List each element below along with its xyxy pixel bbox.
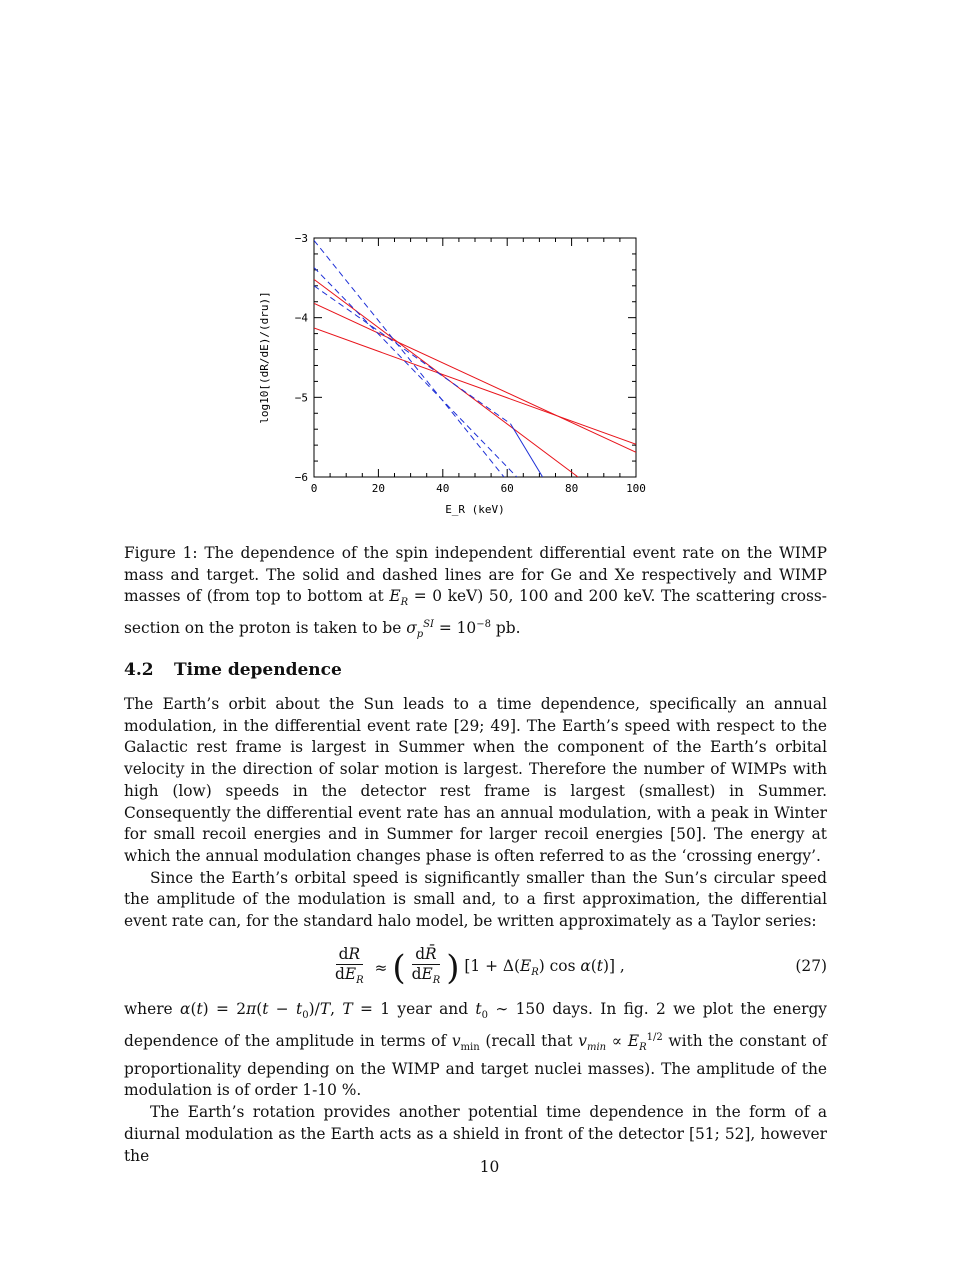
equation-expression: $\frac{dR}{dE_R}$ ≈ ( $\frac{dR̄}{dE_R}$ ) [$1 + \Delta(E_R)$ cos α(t)] , [335,945,625,988]
xe-dashed-line-5 [314,286,510,424]
y-tick-label: −6 [294,471,308,484]
section-number: 4.2 [124,660,154,680]
paragraph-3: where $\alpha(t) = 2\pi(t - t_0)/T$, T = 1 year and $t_0$ ∼ 150 days. In fig. 2 we plot the energy dependence of the amplitude in terms of $v_{min}$ (recall that $v_{min} \propto E_R^{1/2}$ with the constant of proportionality depending on the WIMP and target nuclei masses). The amplitude of the modulation is of order 1-10 %. [124,1000,827,1100]
x-tick-label: 0 [310,482,318,495]
paragraph-4: The Earth’s rotation provides another potential time dependence in the form of a diurnal modulation as the Earth acts as a shield in front of the detector [51; 52], however the [124,1103,827,1165]
section-title: Time dependence [174,660,342,680]
y-tick-label: −5 [294,391,308,405]
y-tick-label: −3 [294,232,308,245]
x-tick-label: 20 [371,482,386,495]
ge-solid-line-2 [314,328,636,444]
figure-1-chart [240,222,680,527]
body-text-1 [124,694,827,933]
xe-dashed-line-3 [314,240,504,477]
section-heading [124,660,827,682]
x-tick-label: 40 [436,482,450,495]
equation-27 [124,944,827,992]
plot-frame [314,238,636,477]
xe-dashed-line-4 [314,267,517,477]
paragraph-1: The Earth’s orbit about the Sun leads to a time dependence, specifically an annual modulation, in the differential event rate [29; 49]. The Earth’s speed with respect to the Galactic rest frame is largest in Summer when the component of the Earth’s orbital velocity in the direction of solar motion is largest. Therefore the number of WIMPs with high (low) speeds in the detector rest frame is largest (smallest) in Summer. Consequently the differential event rate has an annual modulation, with a peak in Winter for small recoil energies and in Summer for larger recoil energies [50]. The energy at which the annual modulation changes phase is often referred to as the ‘crossing energy’. [124,695,827,865]
y-axis-label: log10[(dR/dE)/(dru)] [258,291,271,424]
x-axis-label: E_R (keV) [445,503,505,516]
x-tick-label: 80 [564,482,579,495]
ge-solid-line-1 [314,303,636,452]
page-number: 10 [479,1158,500,1176]
y-tick-label: −4 [294,311,308,325]
body-text-2 [124,999,827,1167]
ge-solid-line-6 [510,424,542,477]
figure-caption: Figure 1: The dependence of the spin independent differential event rate on the WIMP mass and target. The solid and dashed lines are for Ge and Xe respectively and WIMP masses of (from top to bottom at $E_R = 0$ keV) 50, 100 and 200 keV. The scattering cross-section on the proton is taken to be $\sigma_p^{SI} = 10^{-8}$ pb. [124,544,827,641]
equation-number: (27) [795,957,827,975]
paragraph-2: Since the Earth’s orbital speed is significantly smaller than the Sun’s circular speed the amplitude of the modulation is small and, to a first approximation, the differential event rate can, for the standard halo model, be written approximately as a Taylor series: [124,868,827,931]
x-tick-label: 100 [626,482,646,495]
x-tick-label: 60 [500,482,514,495]
